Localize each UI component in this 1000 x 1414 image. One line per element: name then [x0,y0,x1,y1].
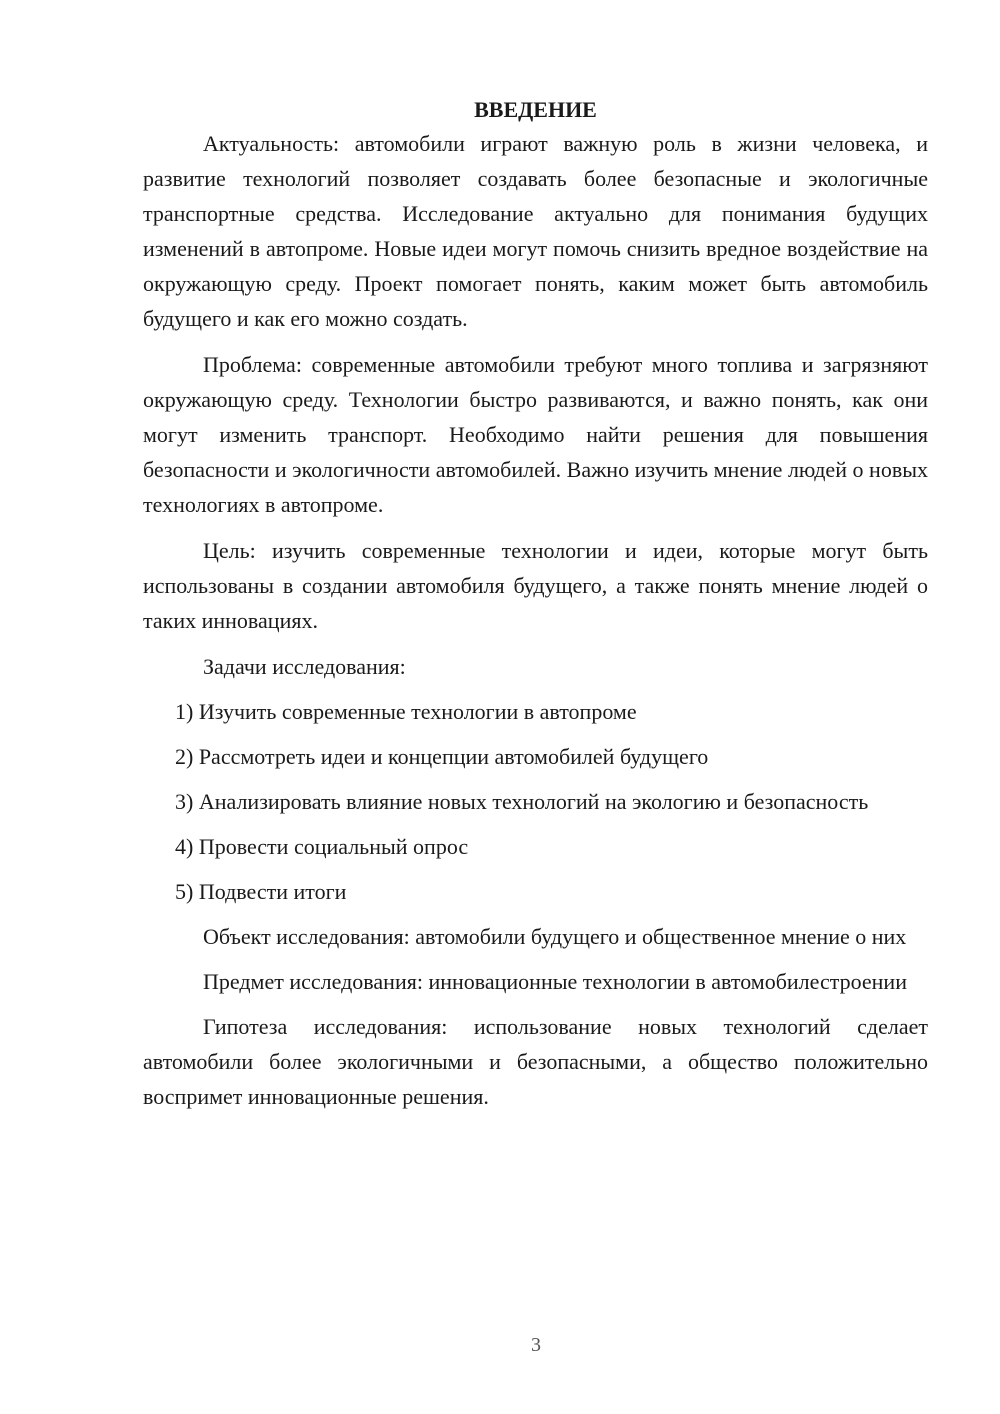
list-item: 1) Изучить современные технологии в автопроме [175,699,637,724]
page-number: 3 [531,1334,541,1356]
list-item: 3) Анализировать влияние новых технологий на экологию и безопасность [175,789,869,814]
list-item: 5) Подвести итоги [175,879,347,904]
paragraph-problem: Проблема: современные автомобили требуют много топлива и загрязняют окружающую среду. Технологии быстро развиваются, и важно понять, как они могут изменить транспорт. Необходимо найти решения для повышения безопасности и экологичности автомобилей. Важно изучить мнение людей о новых технологиях в автопроме. [143,352,928,517]
paragraph-goal: Цель: изучить современные технологии и идеи, которые могут быть использованы в создании автомобиля будущего, а также понять мнение людей о таких инновациях. [143,538,928,633]
list-item: 2) Рассмотреть идеи и концепции автомобилей будущего [175,744,709,769]
paragraph-subject: Предмет исследования: инновационные технологии в автомобилестроении [203,969,907,994]
paragraph-object: Объект исследования: автомобили будущего и общественное мнение о них [203,924,907,949]
list-item: 4) Провести социальный опрос [175,834,469,859]
document-page [143,95,928,1114]
section-title: ВВЕДЕНИЕ [474,97,597,122]
tasks-heading: Задачи исследования: [203,654,406,679]
paragraph-relevance: Актуальность: автомобили играют важную роль в жизни человека, и развитие технологий позволяет создавать более безопасные и экологичные транспортные средства. Исследование актуально для понимания будущих изменений в автопроме. Новые идеи могут помочь снизить вредное воздействие на окружающую среду. Проект помогает понять, каким может быть автомобиль будущего и как его можно создать. [143,131,928,331]
paragraph-hypothesis: Гипотеза исследования: использование новых технологий сделает автомобили более экологичными и безопасными, а общество положительно воспримет инновационные решения. [143,1014,928,1109]
